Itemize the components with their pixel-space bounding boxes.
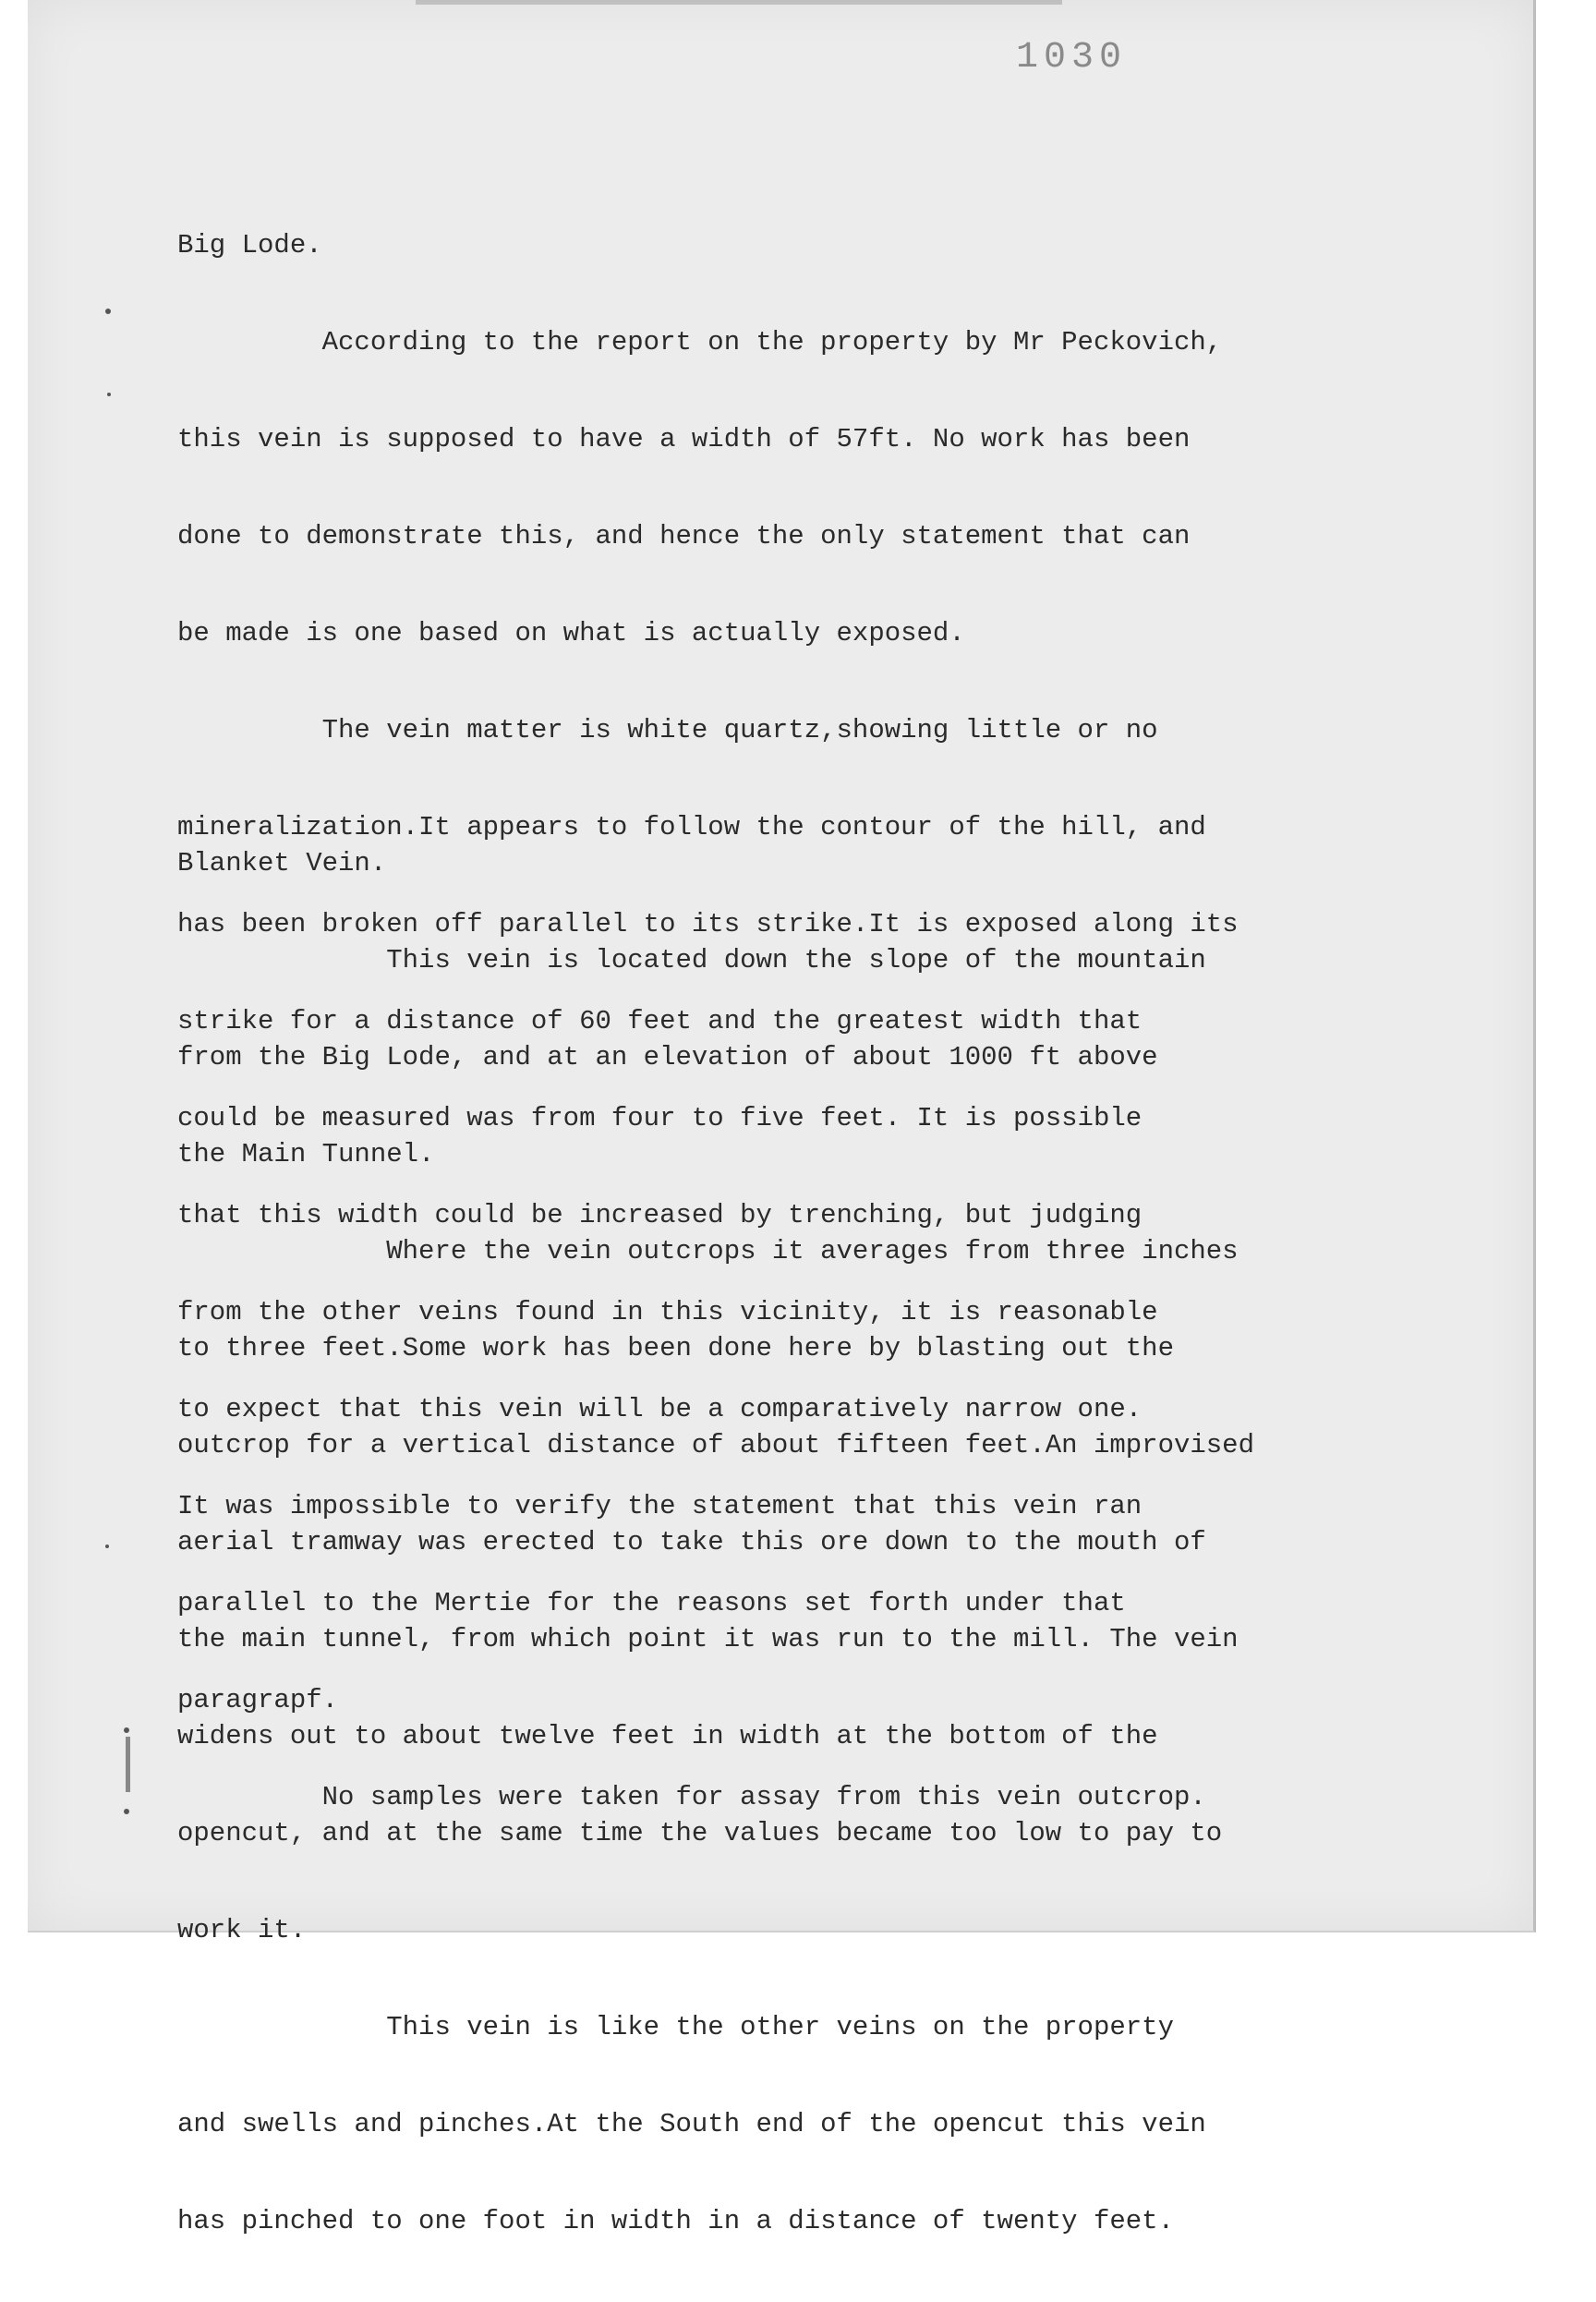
text-line: It was impossible to verify the statement that this vein ran (177, 1491, 1143, 1521)
text-line: aerial tramway was erected to take this ore down to the mouth of (177, 1527, 1206, 1557)
text-line: the main tunnel, from which point it was run to the mill. The vein (177, 1624, 1239, 1654)
text-line: This vein is located down the slope of the mountain (177, 945, 1206, 975)
margin-speck (105, 309, 111, 314)
text-line: from the other veins found in this vicinity, it is reasonable (177, 1297, 1158, 1327)
margin-mark (126, 1737, 130, 1792)
margin-speck (124, 1727, 129, 1733)
text-line: opencut, and at the same time the values became too low to pay to (177, 1818, 1223, 1848)
text-line: from the Big Lode, and at an elevation of about 1000 ft above (177, 1042, 1158, 1072)
text-line: that this width could be increased by trenching, but judging (177, 1200, 1143, 1230)
text-line: This vein is like the other veins on the property (177, 2012, 1174, 2042)
text-line: strike for a distance of 60 feet and the greatest width that (177, 1006, 1143, 1036)
text-line: paragrapf. (177, 1685, 339, 1715)
section-title: Blanket Vein. (177, 848, 387, 878)
margin-speck (107, 393, 111, 396)
text-line: Where the vein outcrops it averages from three inches (177, 1236, 1239, 1266)
section-blanket-vein (177, 782, 1452, 2302)
text-line: the Main Tunnel. (177, 1139, 435, 1169)
text-line: No samples were taken for assay from this vein outcrop. (177, 1782, 1206, 1812)
text-line: widens out to about twelve feet in width at the bottom of the (177, 1721, 1158, 1751)
text-line: has been broken off parallel to its strike.It is exposed along its (177, 909, 1239, 939)
margin-speck (124, 1809, 129, 1814)
text-line: and swells and pinches.At the South end of the opencut this vein (177, 2109, 1206, 2139)
text-line: mineralization.It appears to follow the contour of the hill, and (177, 812, 1206, 842)
text-line: outcrop for a vertical distance of about fifteen feet.An improvised (177, 1430, 1254, 1460)
text-line: be made is one based on what is actually exposed. (177, 618, 965, 648)
text-line: parallel to the Mertie for the reasons set forth under that (177, 1588, 1126, 1618)
page-number-stamp: 1030 (1016, 37, 1128, 79)
text-line: to expect that this vein will be a comparatively narrow one. (177, 1394, 1143, 1424)
scan-edge-line (416, 0, 1062, 5)
margin-speck (105, 1545, 109, 1548)
text-line: to three feet.Some work has been done here by blasting out the (177, 1333, 1174, 1363)
text-line: this vein is supposed to have a width of 57ft. No work has been (177, 424, 1191, 454)
section-title: Big Lode. (177, 230, 322, 260)
text-line: done to demonstrate this, and hence the only statement that can (177, 521, 1191, 551)
text-line: According to the report on the property by Mr Peckovich, (177, 327, 1223, 357)
text-line: The vein matter is white quartz,showing little or no (177, 715, 1158, 745)
text-line: could be measured was from four to five feet. It is possible (177, 1103, 1143, 1133)
text-line: has pinched to one foot in width in a distance of twenty feet. (177, 2206, 1174, 2236)
text-line: work it. (177, 1915, 307, 1945)
document-page (28, 0, 1536, 2236)
